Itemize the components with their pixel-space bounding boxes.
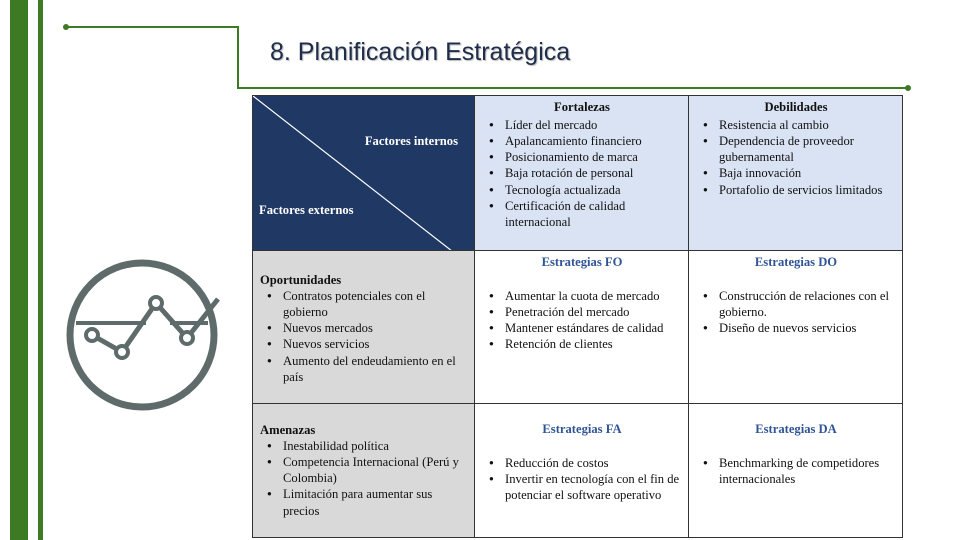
fo-strategies-cell xyxy=(475,251,689,404)
list-item: ● Resistencia al cambio xyxy=(696,117,896,133)
list-item: ● Penetración del mercado xyxy=(482,304,682,320)
weaknesses-title: Debilidades xyxy=(764,100,828,114)
list-item: ● Nuevos servicios xyxy=(260,336,468,352)
internal-factors-label: Factores internos xyxy=(364,134,458,148)
list-item: ● Retención de clientes xyxy=(482,336,682,352)
list-item: ● Diseño de nuevos servicios xyxy=(696,320,896,336)
weaknesses-list xyxy=(696,117,896,198)
threats-title: Amenazas xyxy=(260,423,316,437)
da-strategies-title: Estrategias DA xyxy=(755,422,837,436)
da-strategies-list xyxy=(696,455,896,487)
list-item: ● Líder del mercado xyxy=(482,117,682,133)
list-item: ● Construcción de relaciones con el gobierno. xyxy=(696,288,896,320)
list-item: ● Tecnología actualizada xyxy=(482,182,682,198)
fo-strategies-list xyxy=(482,288,682,352)
line-chart-circle-icon xyxy=(62,255,222,415)
list-item: ● Certificación de calidad internacional xyxy=(482,198,682,230)
rule-dot-right xyxy=(905,85,911,91)
list-item: ● Reducción de costos xyxy=(482,455,682,471)
fo-strategies-title: Estrategias FO xyxy=(541,255,623,269)
list-item: ● Dependencia de proveedor gubernamental xyxy=(696,133,896,165)
diagonal-divider xyxy=(253,96,475,251)
weaknesses-cell xyxy=(689,96,903,251)
page-title: 8. Planificación Estratégica xyxy=(270,38,571,66)
list-item: ● Nuevos mercados xyxy=(260,320,468,336)
list-item: ● Apalancamiento financiero xyxy=(482,133,682,149)
list-item: ● Aumentar la cuota de mercado xyxy=(482,288,682,304)
strengths-cell xyxy=(475,96,689,251)
external-factors-label: Factores externos xyxy=(259,203,354,217)
list-item: ● Inestabilidad política xyxy=(260,438,468,454)
opportunities-title: Oportunidades xyxy=(260,273,342,287)
do-strategies-cell xyxy=(689,251,903,404)
bottom-rule xyxy=(237,87,909,89)
fa-strategies-title: Estrategias FA xyxy=(542,422,622,436)
list-item: ● Aumento del endeudamiento en el país xyxy=(260,353,468,385)
fa-strategies-list xyxy=(482,455,682,503)
strengths-list xyxy=(482,117,682,230)
vertical-rule xyxy=(237,26,239,88)
list-item: ● Benchmarking de competidores internacionales xyxy=(696,455,896,487)
fa-strategies-cell xyxy=(475,404,689,538)
do-strategies-title: Estrategias DO xyxy=(754,255,838,269)
opportunities-cell xyxy=(253,251,475,404)
do-strategies-list xyxy=(696,288,896,336)
list-item: ● Mantener estándares de calidad xyxy=(482,320,682,336)
top-rule xyxy=(66,26,239,28)
list-item: ● Invertir en tecnología con el fin de potenciar el software operativo xyxy=(482,471,682,503)
matrix-corner-cell xyxy=(253,96,475,251)
swot-matrix xyxy=(252,95,903,538)
list-item: ● Baja rotación de personal xyxy=(482,165,682,181)
left-accent-bar xyxy=(10,0,28,540)
threats-cell xyxy=(253,404,475,538)
threats-list xyxy=(260,438,468,519)
left-accent-line xyxy=(38,0,43,540)
list-item: ● Competencia Internacional (Perú y Colombia) xyxy=(260,454,468,486)
list-item: ● Posicionamiento de marca xyxy=(482,149,682,165)
list-item: ● Limitación para aumentar sus precios xyxy=(260,486,468,518)
opportunities-list xyxy=(260,288,468,385)
da-strategies-cell xyxy=(689,404,903,538)
list-item: ● Baja innovación xyxy=(696,165,896,181)
strengths-title: Fortalezas xyxy=(554,100,610,114)
list-item: ● Contratos potenciales con el gobierno xyxy=(260,288,468,320)
list-item: ● Portafolio de servicios limitados xyxy=(696,182,896,198)
rule-dot-left xyxy=(63,24,69,30)
